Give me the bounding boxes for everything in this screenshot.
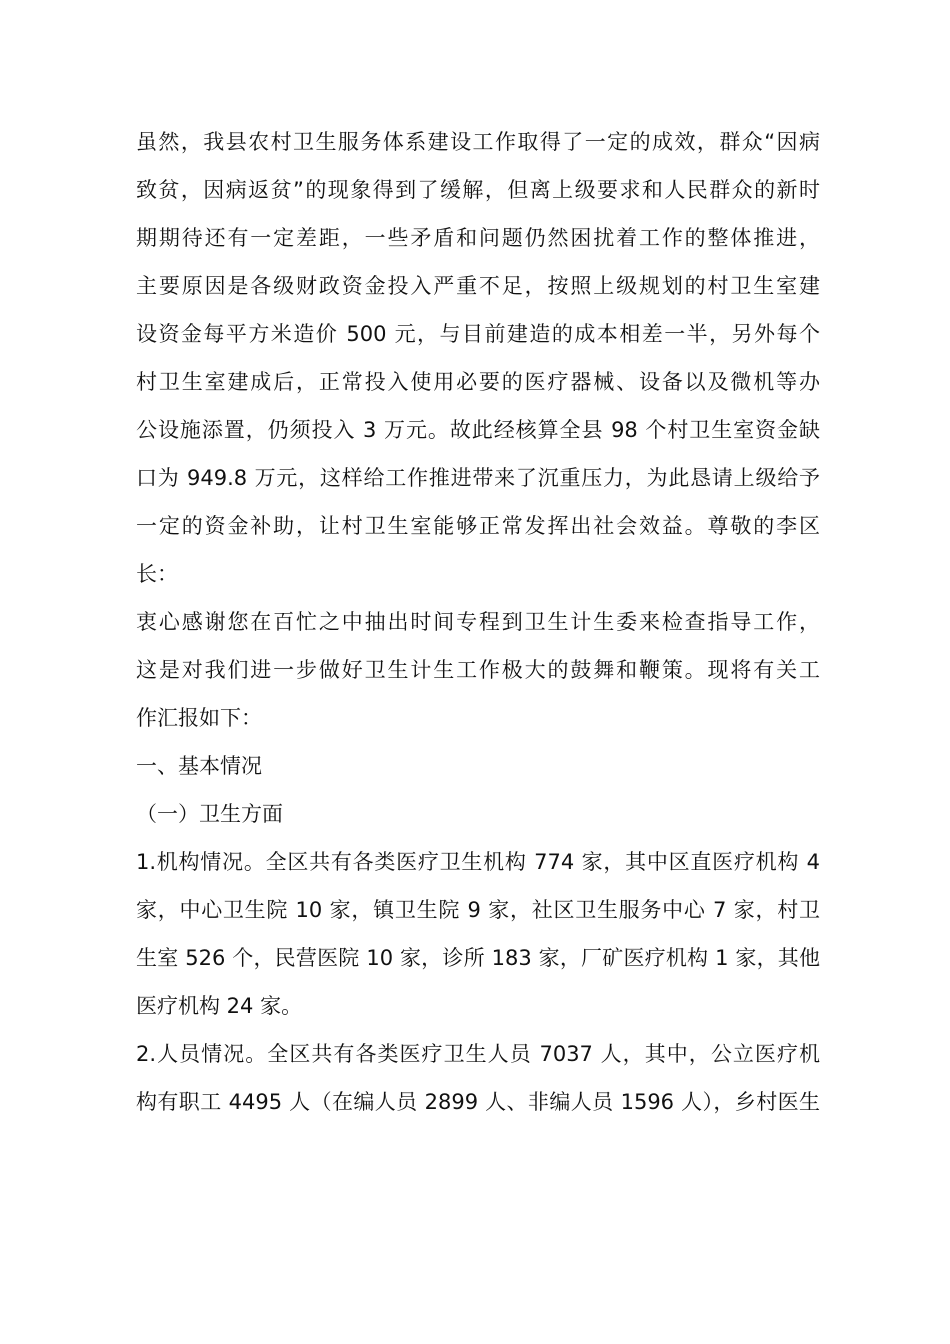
text-line: 致贫，因病返贫”的现象得到了缓解，但离上级要求和人民群众的新时 bbox=[136, 178, 820, 202]
text-line: 2.人员情况。全区共有各类医疗卫生人员 7037 人，其中，公立医疗机 bbox=[136, 1042, 820, 1066]
text-line: 家，中心卫生院 10 家，镇卫生院 9 家，社区卫生服务中心 7 家，村卫 bbox=[136, 898, 820, 922]
text-line: 生室 526 个，民营医院 10 家，诊所 183 家，厂矿医疗机构 1 家，其他 bbox=[136, 946, 820, 970]
text-line: 作汇报如下： bbox=[136, 706, 262, 730]
document-body bbox=[136, 118, 820, 1126]
text-line: 公设施添置，仍须投入 3 万元。故此经核算全县 98 个村卫生室资金缺 bbox=[136, 418, 820, 442]
text-line: 医疗机构 24 家。 bbox=[136, 994, 303, 1018]
text-line: 一定的资金补助，让村卫生室能够正常发挥出社会效益。尊敬的李区 bbox=[136, 514, 820, 538]
text-line: 主要原因是各级财政资金投入严重不足，按照上级规划的村卫生室建 bbox=[136, 274, 820, 298]
text-line: 期期待还有一定差距，一些矛盾和问题仍然困扰着工作的整体推进， bbox=[136, 226, 820, 250]
text-line: 口为 949.8 万元，这样给工作推进带来了沉重压力，为此恳请上级给予 bbox=[136, 466, 820, 490]
text-line: 村卫生室建成后，正常投入使用必要的医疗器械、设备以及微机等办 bbox=[136, 370, 820, 394]
text-line: 这是对我们进一步做好卫生计生工作极大的鼓舞和鞭策。现将有关工 bbox=[136, 658, 820, 682]
text-line: 虽然，我县农村卫生服务体系建设工作取得了一定的成效，群众“因病 bbox=[136, 130, 820, 154]
text-line: 设资金每平方米造价 500 元，与目前建造的成本相差一半，另外每个 bbox=[136, 322, 820, 346]
section-heading: 一、基本情况 bbox=[136, 754, 262, 778]
subsection-heading: （一）卫生方面 bbox=[136, 802, 283, 826]
text-line: 构有职工 4495 人（在编人员 2899 人、非编人员 1596 人），乡村医生 bbox=[136, 1090, 820, 1114]
text-line: 衷心感谢您在百忙之中抽出时间专程到卫生计生委来检查指导工作， bbox=[136, 610, 820, 634]
text-line: 长： bbox=[136, 562, 178, 586]
text-line: 1.机构情况。全区共有各类医疗卫生机构 774 家，其中区直医疗机构 4 bbox=[136, 850, 820, 874]
